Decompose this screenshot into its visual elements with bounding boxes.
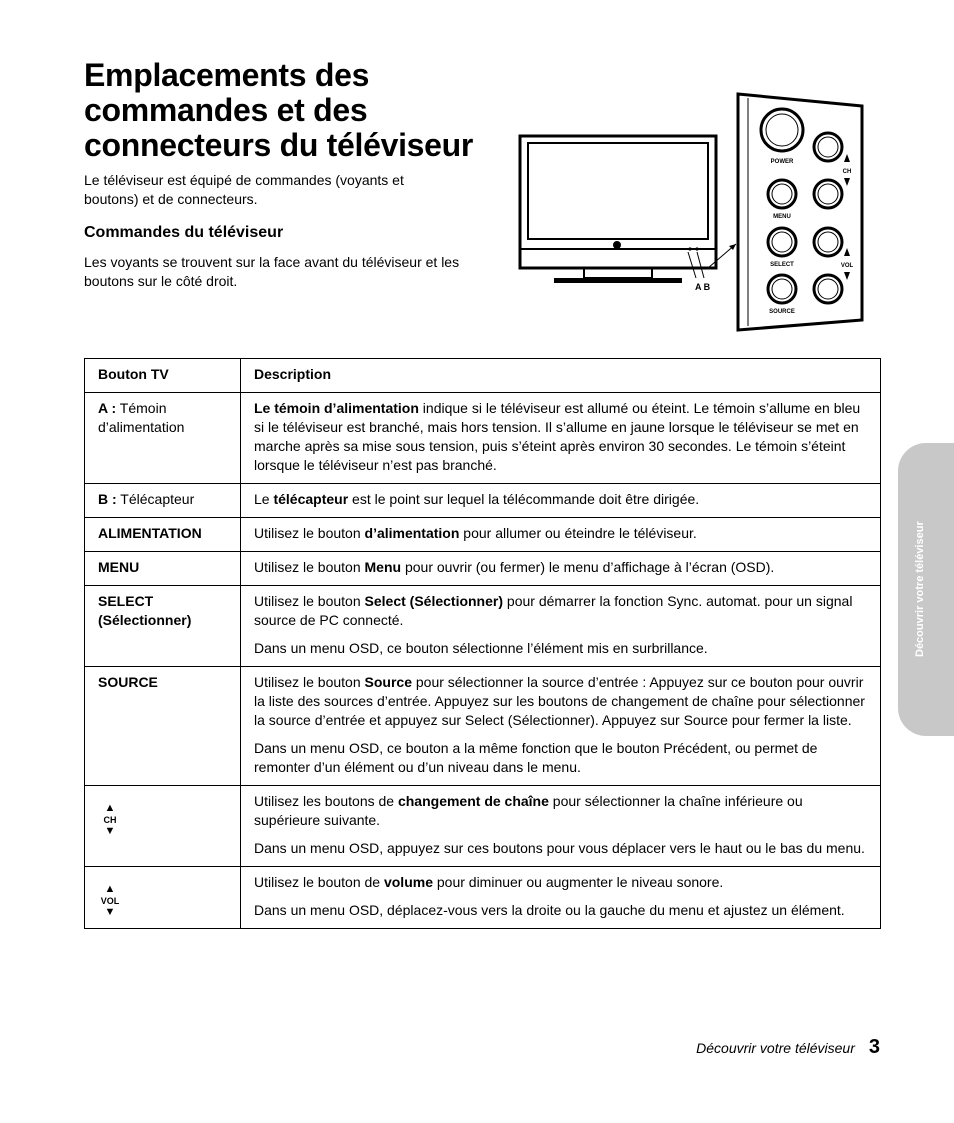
button-cell: B : Télécapteur [85,484,241,518]
description-cell: Utilisez le bouton Source pour sélectionner la source d’entrée : Appuyez sur ce bouton pour ouvrir la liste des sources d’entrée. Appuyez sur les boutons de changement de chaîne pour sélectionner la source d’entrée et appuyez sur Select (Sélectionner). Appuyez sur Source pour fermer la liste. Dans un menu OSD, ce bouton a la même fonction que le bouton Précédent, ou permet de remonter d’un élément ou d’un niveau dans le menu. [241,667,881,786]
ch-label: CH [842,169,852,175]
table-row [85,786,881,867]
tv-power-led [613,241,621,249]
description-cell: Utilisez le bouton Menu pour ouvrir (ou fermer) le menu d’affichage à l’écran (OSD). [241,552,881,586]
tv-screen [528,143,708,239]
description-cell: Utilisez le bouton Select (Sélectionner) pour démarrer la fonction Sync. automat. pour un signal source de PC connecté. Dans un menu OSD, ce bouton sélectionne l’élément mis en surbrillance. [241,586,881,667]
table-row [85,552,881,586]
table-row [85,484,881,518]
page-number: 3 [868,1036,880,1058]
button-cell [85,867,241,929]
button-cell: SOURCE [85,667,241,786]
controls-intro-text: Les voyants se trouvent sur la face avant du téléviseur et les boutons sur le côté droit. [84,254,460,289]
side-panel-outline [738,94,862,330]
table-row [85,518,881,552]
tv-diagram [518,92,880,332]
table-row [85,867,881,929]
source-label: SOURCE [769,309,795,315]
page-title: Emplacements des commandes et des connecteurs du téléviseur [84,57,474,163]
label-a-b: A B [695,282,711,292]
chapter-side-tab [898,443,954,736]
button-cell: SELECT (Sélectionner) [85,586,241,667]
table-row [85,586,881,667]
column-header: Description [241,359,881,393]
power-button [761,109,803,151]
tv-stand-base [554,278,682,283]
button-cell: A : Témoin d’alimentation [85,393,241,484]
description-cell: Le télécapteur est le point sur lequel la télécommande doit être dirigée. [241,484,881,518]
intro-text: Le téléviseur est équipé de commandes (voyants et boutons) et de connecteurs. [84,172,404,207]
table-header-row [85,359,881,393]
page-footer [696,1036,880,1059]
select-label: SELECT [770,262,794,268]
description-cell: Utilisez le bouton d’alimentation pour allumer ou éteindre le téléviseur. [241,518,881,552]
vol-label: VOL [840,263,854,269]
section-heading: Commandes du téléviseur [84,224,284,241]
table-row [85,393,881,484]
description-cell: Utilisez le bouton de volume pour diminuer ou augmenter le niveau sonore. Dans un menu OSD, déplacez-vous vers la droite ou la gauche du menu et ajustez un élément. [241,867,881,929]
button-cell: MENU [85,552,241,586]
button-cell: ALIMENTATION [85,518,241,552]
vol-icon: ▲ VOL ▼ [100,883,120,918]
footer-section-title: Découvrir votre téléviseur [696,1040,855,1056]
power-label: POWER [770,159,794,165]
column-header: Bouton TV [85,359,241,393]
side-tab-label: Découvrir votre téléviseur [914,521,926,658]
ch-icon: ▲ CH ▼ [103,802,117,837]
description-cell: Utilisez les boutons de changement de chaîne pour sélectionner la chaîne inférieure ou supérieure suivante. Dans un menu OSD, appuyez sur ces boutons pour vous déplacer vers le haut ou le bas du menu. [241,786,881,867]
button-cell [85,786,241,867]
tv-ir-sensor [688,247,691,250]
controls-table [84,358,881,929]
menu-label: MENU [773,214,791,220]
description-cell: Le témoin d’alimentation indique si le téléviseur est allumé ou éteint. Le témoin s’allume en bleu si le téléviseur est branché, mais hors tension. Il s’allume en jaune lorsque le téléviseur se met en marche après sa mise sous tension, puis s’éteint après environ 30 secondes. Le témoin s’éteint lorsque le téléviseur n’est pas branché. [241,393,881,484]
table-row [85,667,881,786]
